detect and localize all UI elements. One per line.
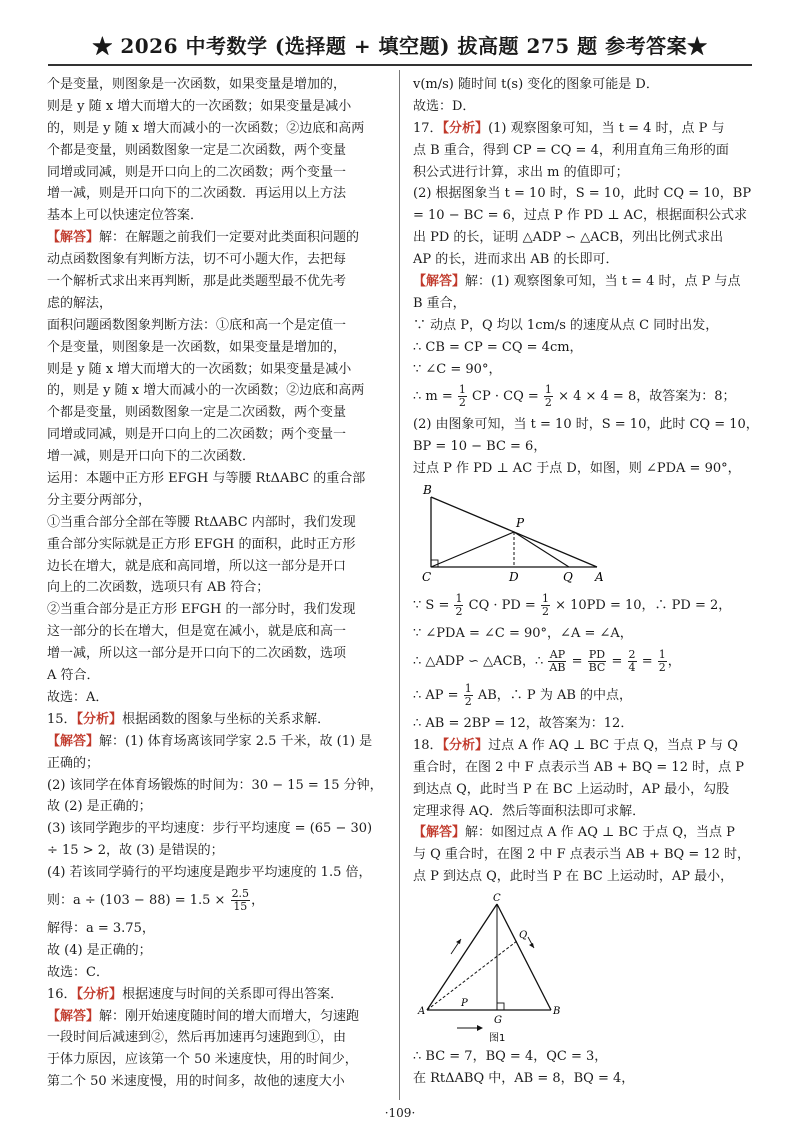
left-text-block-b bbox=[47, 918, 387, 1093]
text-line: 增一减，则是开口向下的二次函数． bbox=[47, 449, 256, 465]
label-d: D bbox=[509, 570, 519, 584]
text-line: 积公式进行计算，求出 m 的值即可； bbox=[413, 164, 629, 180]
fraction-numerator: 1 bbox=[464, 682, 472, 696]
text-segment: 解：如图过点 A 作 AQ ⊥ BC 于点 Q，当点 P bbox=[465, 825, 735, 841]
fraction bbox=[541, 593, 550, 618]
fraction-denominator: 4 bbox=[628, 661, 636, 675]
equation-line-s bbox=[413, 589, 758, 623]
arrow-head bbox=[477, 1025, 483, 1031]
fraction bbox=[658, 649, 667, 674]
segment-ca bbox=[427, 904, 497, 1010]
text-line: 重合时，在图 2 中 F 点表示当 AB + BQ = 12 时，点 P bbox=[413, 759, 744, 775]
equation-text: CQ · PD = bbox=[468, 598, 536, 614]
arrow-head bbox=[456, 939, 461, 944]
text-line: 正确的； bbox=[47, 755, 100, 771]
text-line bbox=[47, 731, 387, 753]
text-line: 的，则是 y 随 x 增大而减小的一次函数；②边底和高两 bbox=[47, 120, 365, 136]
right-text-block-d bbox=[413, 1046, 758, 1090]
equation-text: ， bbox=[667, 654, 681, 670]
solution-tag: 【解答】 bbox=[47, 230, 100, 246]
equation-text: ∴ AP = bbox=[413, 688, 459, 704]
text-line: ∴ BC = 7，BQ = 4，QC = 3， bbox=[413, 1049, 608, 1065]
analysis-tag: 【分析】 bbox=[442, 120, 489, 136]
analysis-tag: 【分析】 bbox=[442, 737, 489, 753]
equation-text: 则：a ÷ (103 − 88) = 1.5 × bbox=[47, 892, 226, 908]
text-segment: 解：(1) 观察图象可知，当 t = 4 时，点 P 与点 bbox=[465, 274, 741, 290]
text-line: 虑的解法， bbox=[47, 295, 113, 311]
text-segment: 16． bbox=[47, 986, 77, 1002]
text-line: 在 RtΔABQ 中，AB = 8，BQ = 4， bbox=[413, 1071, 635, 1087]
solution-tag: 【解答】 bbox=[47, 733, 100, 749]
text-line: 一个解析式求出来再判断，那是此类题型最不优先考 bbox=[47, 274, 347, 290]
segment-pq bbox=[514, 532, 569, 567]
text-line: ÷ 15 > 2，故 (3) 是错误的； bbox=[47, 843, 224, 859]
text-line: 个都是变量，则函数图象一定是二次函数，两个变量 bbox=[47, 405, 347, 421]
text-line bbox=[413, 735, 758, 757]
fraction-numerator: 2.5 bbox=[231, 886, 250, 900]
text-line: 与 Q 重合时，在图 2 中 F 点表示当 AB + BQ = 12 时， bbox=[413, 847, 751, 863]
label-c: C bbox=[493, 893, 501, 905]
fraction bbox=[458, 384, 467, 409]
text-line: A 符合． bbox=[47, 668, 100, 684]
text-line: 这一部分的长在增大，但是宽在减小，就是底和高一 bbox=[47, 624, 347, 640]
text-line: 边长在增大，就是底和高同增，所以这一部分是开口 bbox=[47, 558, 347, 574]
analysis-tag: 【分析】 bbox=[76, 711, 123, 727]
segment-cp bbox=[431, 532, 514, 567]
fraction-denominator: 2 bbox=[541, 605, 549, 619]
label-q: Q bbox=[563, 570, 573, 584]
text-segment: 过点 A 作 AQ ⊥ BC 于点 Q，当点 P 与 Q bbox=[488, 737, 738, 753]
text-segment: 15． bbox=[47, 711, 77, 727]
page-title: ★ 2026 中考数学 (选择题 + 填空题) 拔高题 275 题 参考答案★ bbox=[92, 34, 708, 58]
equation-text: = bbox=[571, 654, 583, 670]
text-line: (3) 该同学跑步的平均速度：步行平均速度 = (65 − 30) bbox=[47, 821, 373, 837]
text-line: 定理求得 AQ．然后等面积法即可求解． bbox=[413, 803, 646, 819]
fraction-numerator: 1 bbox=[658, 648, 666, 662]
fraction bbox=[231, 888, 251, 913]
text-line: 过点 P 作 PD ⊥ AC 于点 D，如图，则 ∠PDA = 90°， bbox=[413, 461, 741, 477]
fraction-numerator: 1 bbox=[544, 383, 552, 397]
equation-text: = bbox=[611, 654, 623, 670]
fraction-denominator: 2 bbox=[658, 661, 666, 675]
text-line bbox=[413, 118, 758, 140]
equation-line-m bbox=[413, 380, 758, 414]
fraction-numerator: PD bbox=[588, 648, 606, 662]
fraction-denominator: BC bbox=[588, 661, 606, 675]
fraction-denominator: AB bbox=[549, 661, 566, 675]
header-rule bbox=[48, 64, 752, 66]
text-line: ∴ CB = CP = CQ = 4cm， bbox=[413, 339, 583, 355]
equation-text: CP · CQ = bbox=[472, 389, 539, 405]
text-segment: 解：在解题之前我们一定要对此类面积问题的 bbox=[99, 230, 360, 246]
fraction-denominator: 2 bbox=[544, 396, 552, 410]
text-line: 动点函数图象有判断方法，切不可小题大作，去把每 bbox=[47, 252, 347, 268]
text-line: (2) 该同学在体育场锻炼的时间为：30 − 15 = 15 分钟， bbox=[47, 777, 383, 793]
figure-triangle-pda bbox=[419, 483, 619, 583]
text-line: 增一减，则是开口向下的二次函数．再运用以上方法 bbox=[47, 186, 347, 202]
fraction-numerator: AP bbox=[549, 648, 566, 662]
figure-caption: 图1 bbox=[489, 1033, 506, 1043]
text-line: 故 (4) 是正确的； bbox=[47, 942, 152, 958]
equation-text: AB，∴ P 为 AB 的中点， bbox=[477, 688, 633, 704]
fraction-denominator: 2 bbox=[455, 605, 463, 619]
label-c: C bbox=[422, 570, 432, 584]
fraction-numerator: 1 bbox=[458, 383, 466, 397]
text-line: 个是变量，则图象是一次函数，如果变量是增加的， bbox=[47, 339, 347, 355]
text-line: 面积问题函数图象判断方法：①底和高一个是定值一 bbox=[47, 317, 347, 333]
text-line: 一段时间后减速到②，然后再加速再匀速跑到①，由 bbox=[47, 1030, 347, 1046]
equation-text: = bbox=[641, 654, 653, 670]
text-line bbox=[47, 227, 387, 249]
text-line: 同增或同减，则是开口向上的二次函数；两个变量一 bbox=[47, 164, 347, 180]
fraction-numerator: 1 bbox=[455, 592, 463, 606]
right-column bbox=[413, 74, 758, 1090]
label-g: G bbox=[494, 1015, 502, 1027]
analysis-tag: 【分析】 bbox=[76, 986, 123, 1002]
text-line bbox=[47, 984, 387, 1006]
fraction bbox=[548, 649, 566, 674]
right-text-block-b bbox=[413, 414, 758, 480]
label-b: B bbox=[423, 483, 432, 498]
fraction-numerator: 2 bbox=[628, 648, 636, 662]
text-line: 重合部分实际就是正方形 EFGH 的面积，此时正方形 bbox=[47, 536, 356, 552]
column-divider bbox=[399, 70, 400, 1100]
text-line: ∵ ∠C = 90°， bbox=[413, 361, 502, 377]
text-line: 向上的二次函数，选项只有 AB 符合； bbox=[47, 580, 270, 596]
fraction bbox=[454, 593, 463, 618]
text-line: 出 PD 的长，证明 △ADP ∽ △ACB，列出比例式求出 bbox=[413, 230, 724, 246]
text-segment: 根据函数的图象与坐标的关系求解． bbox=[122, 711, 331, 727]
solution-tag: 【解答】 bbox=[413, 825, 466, 841]
fraction bbox=[544, 384, 553, 409]
figure-triangle-abc bbox=[417, 892, 587, 1042]
right-text-block-c bbox=[413, 713, 758, 888]
segment-aq bbox=[427, 941, 517, 1010]
label-p: P bbox=[461, 998, 468, 1010]
text-line: 的，则是 y 随 x 增大而减小的一次函数；②边底和高两 bbox=[47, 383, 365, 399]
fraction-denominator: 15 bbox=[233, 899, 248, 913]
equation-text: × 4 × 4 = 8，故答案为：8； bbox=[558, 389, 736, 405]
text-line: 第二个 50 米速度慢，用的时间多，故他的速度大小 bbox=[47, 1074, 345, 1090]
text-line: (2) 由图象可知，当 t = 10 时，S = 10，此时 CQ = 10， bbox=[413, 417, 759, 433]
text-line: 基本上可以快速定位答案． bbox=[47, 208, 204, 224]
fraction-numerator: 1 bbox=[541, 592, 549, 606]
text-line: 到达点 Q，此时当 P 在 BC 上运动时，AP 最小，勾股 bbox=[413, 781, 730, 797]
label-a: A bbox=[418, 1006, 426, 1018]
fraction bbox=[588, 649, 607, 674]
text-segment: 解：刚开始速度随时间的增大而增大，匀速跑 bbox=[99, 1008, 360, 1024]
segment-cb bbox=[497, 904, 551, 1010]
equation-text: ∴ △ADP ∽ △ACB，∴ bbox=[413, 654, 544, 670]
equation-text: ∵ S = bbox=[413, 598, 450, 614]
text-line: 个是变量，则图象是一次函数，如果变量是增加的， bbox=[47, 77, 347, 92]
text-line: 故 (2) 是正确的； bbox=[47, 799, 152, 815]
equation-line-similar bbox=[413, 645, 758, 679]
fraction bbox=[464, 683, 473, 708]
text-line: AP 的长，进而求出 AB 的长即可． bbox=[413, 252, 619, 268]
left-column bbox=[47, 74, 387, 1093]
text-line: 点 P 到达点 Q，此时当 P 在 BC 上运动时，AP 最小， bbox=[413, 869, 734, 885]
text-line: 解得：a = 3.75， bbox=[47, 920, 155, 936]
fraction-denominator: 2 bbox=[464, 695, 472, 709]
text-line: 分主要分两部分， bbox=[47, 492, 152, 508]
text-line bbox=[413, 271, 758, 293]
text-line bbox=[47, 1006, 387, 1028]
label-p: P bbox=[516, 516, 525, 531]
page-number: ·109· bbox=[384, 1106, 416, 1120]
equation-text: ∴ m = bbox=[413, 389, 453, 405]
text-line: (2) 根据图象当 t = 10 时，S = 10，此时 CQ = 10，BP bbox=[413, 186, 752, 202]
arrow-head bbox=[529, 943, 534, 948]
text-line: 故选：A． bbox=[47, 689, 109, 705]
text-line: 同增或同减，则是开口向上的二次函数；两个变量一 bbox=[47, 427, 347, 443]
text-segment: 18． bbox=[413, 737, 443, 753]
text-line: v(m/s) 随时间 t(s) 变化的图象可能是 D． bbox=[413, 77, 659, 92]
text-line: (4) 若该同学骑行的平均速度是跑步平均速度的 1.5 倍， bbox=[47, 865, 372, 881]
left-text-block-a bbox=[47, 74, 387, 884]
fraction bbox=[628, 649, 637, 674]
text-line: 则是 y 随 x 增大而增大的一次函数；如果变量是减小 bbox=[47, 98, 352, 114]
text-segment: 17． bbox=[413, 120, 443, 136]
equation-line bbox=[47, 884, 387, 918]
text-line: 故选：D． bbox=[413, 98, 476, 114]
text-line: ∵ 动点 P，Q 均以 1cm/s 的速度从点 C 同时出发， bbox=[413, 317, 719, 333]
text-line: = 10 − BC = 6，过点 P 作 PD ⊥ AC，根据面积公式求 bbox=[413, 208, 748, 224]
equation-text: ， bbox=[251, 892, 265, 908]
equation-text: × 10PD = 10，∴ PD = 2， bbox=[555, 598, 732, 614]
label-q: Q bbox=[519, 930, 528, 942]
text-line: ②当重合部分是正方形 EFGH 的一部分时，我们发现 bbox=[47, 602, 356, 618]
text-line bbox=[413, 822, 758, 844]
text-line: 运用：本题中正方形 EFGH 与等腰 RtΔABC 的重合部 bbox=[47, 471, 366, 487]
right-text-block-a bbox=[413, 74, 758, 380]
label-b: B bbox=[553, 1006, 561, 1018]
text-segment: (1) 观察图象可知，当 t = 4 时，点 P 与 bbox=[488, 120, 725, 136]
text-line: 增一减，所以这一部分是开口向下的二次函数，选项 bbox=[47, 646, 347, 662]
solution-tag: 【解答】 bbox=[47, 1008, 100, 1024]
label-a: A bbox=[595, 570, 604, 584]
text-segment: 根据速度与时间的关系即可得出答案． bbox=[122, 986, 344, 1002]
page-header bbox=[0, 0, 800, 62]
solution-tag: 【解答】 bbox=[413, 274, 466, 290]
equation-line-ap bbox=[413, 679, 758, 713]
text-line: 个都是变量，则函数图象一定是二次函数，两个变量 bbox=[47, 142, 347, 158]
right-angle-mark bbox=[497, 1003, 504, 1010]
text-segment: 解：(1) 体育场离该同学家 2.5 千米，故 (1) 是 bbox=[99, 733, 373, 749]
text-line: ∵ ∠PDA = ∠C = 90°，∠A = ∠A， bbox=[413, 626, 633, 642]
text-line: BP = 10 − BC = 6， bbox=[413, 439, 547, 455]
text-line: ∴ AB = 2BP = 12，故答案为：12． bbox=[413, 716, 634, 732]
text-line bbox=[47, 709, 387, 731]
text-line: 则是 y 随 x 增大而增大的一次函数；如果变量是减小 bbox=[47, 361, 352, 377]
text-line: 故选：C． bbox=[47, 964, 109, 980]
text-line: B 重合， bbox=[413, 295, 466, 311]
text-line: 点 B 重合，得到 CP = CQ = 4，利用直角三角形的面 bbox=[413, 142, 729, 158]
fraction-denominator: 2 bbox=[458, 396, 466, 410]
text-line: ①当重合部分全部在等腰 RtΔABC 内部时，我们发现 bbox=[47, 514, 356, 530]
text-line: 于体力原因，应该第一个 50 米速度快，用的时间少， bbox=[47, 1052, 358, 1068]
